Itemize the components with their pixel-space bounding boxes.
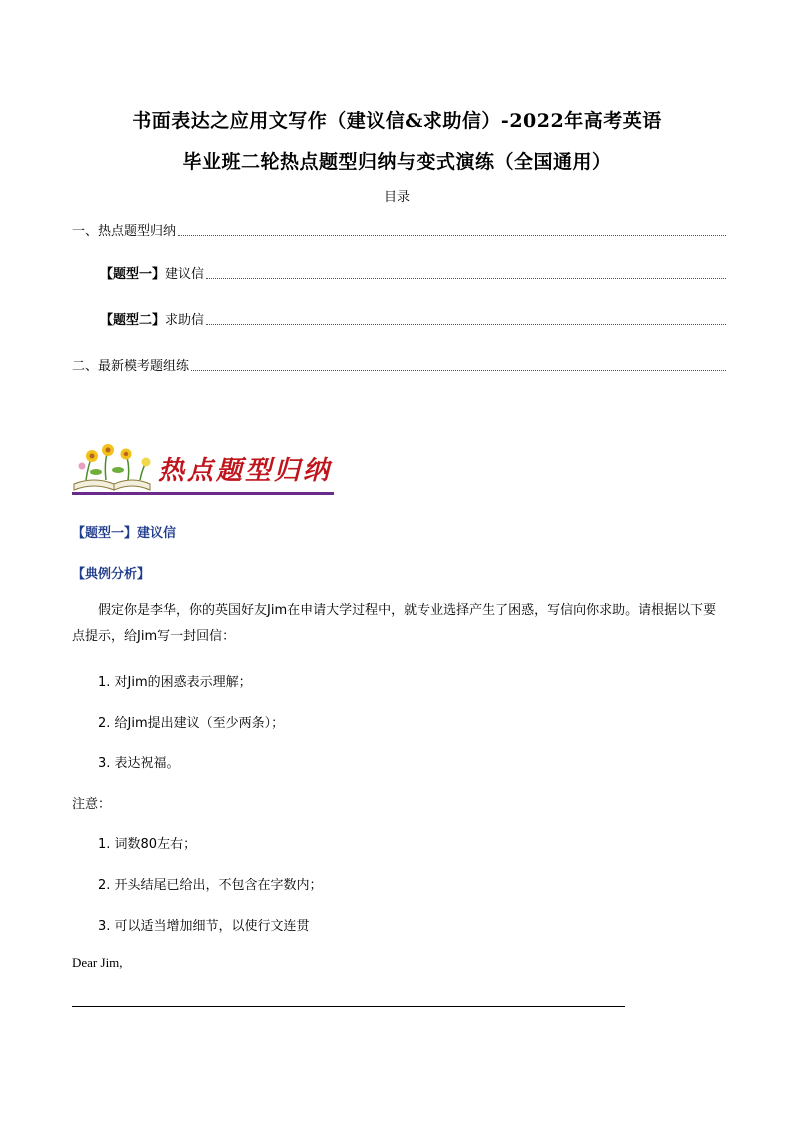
note-item: 1. 词数80左右； [98, 837, 197, 852]
letter-greeting: Dear Jim, [72, 955, 123, 970]
toc-entry-label: 求助信 [165, 313, 205, 328]
toc-leader-dots [206, 323, 726, 325]
toc-heading: 目录 [383, 190, 410, 205]
toc-entry-prefix: 【题型二】 [100, 313, 166, 328]
prompt-paragraph: 假定你是李华，你的英国好友Jim在申请大学过程中，就专业选择产生了困惑，写信向你求助。请根据以下要点提示，给Jim写一封回信： [72, 603, 717, 644]
notes-label: 注意： [72, 797, 112, 812]
prompt-point: 1. 对Jim的困惑表示理解； [98, 675, 252, 690]
note-item: 3. 可以适当增加细节，以使行文连贯 [98, 919, 310, 934]
section-heading-example: 【典例分析】 [72, 567, 151, 582]
section-heading-type-one: 【题型一】建议信 [72, 526, 177, 541]
answer-writing-line[interactable] [72, 1006, 625, 1007]
toc-entry-label: 二、最新模考题组练 [72, 359, 190, 374]
toc-entry-label: 建议信 [165, 267, 205, 282]
toc-leader-dots [178, 234, 726, 236]
note-item: 2. 开头结尾已给出，不包含在字数内； [98, 878, 323, 893]
toc-entry-hot-types[interactable] [72, 220, 726, 239]
toc-entry-help-letter[interactable] [100, 309, 726, 328]
toc-entry-label: 一、热点题型归纳 [72, 224, 177, 239]
section-banner [72, 440, 334, 496]
prompt-point: 3. 表达祝福。 [98, 756, 180, 771]
prompt-point: 2. 给Jim提出建议（至少两条）； [98, 716, 285, 731]
open-book-flowers-icon [74, 444, 151, 490]
toc-entry-mock-exams[interactable] [72, 355, 726, 374]
toc-entry-suggestion-letter[interactable] [100, 263, 726, 282]
banner-title: 热点题型归纳 [158, 456, 333, 486]
toc-entry-prefix: 【题型一】 [100, 267, 166, 282]
document-title-line-2: 毕业班二轮热点题型归纳与变式演练（全国通用） [182, 151, 612, 173]
toc-leader-dots [206, 277, 726, 279]
banner-underline [72, 492, 334, 495]
document-title-line-1: 书面表达之应用文写作（建议信&求助信）-2022年高考英语 [132, 110, 662, 132]
toc-leader-dots [191, 369, 726, 371]
